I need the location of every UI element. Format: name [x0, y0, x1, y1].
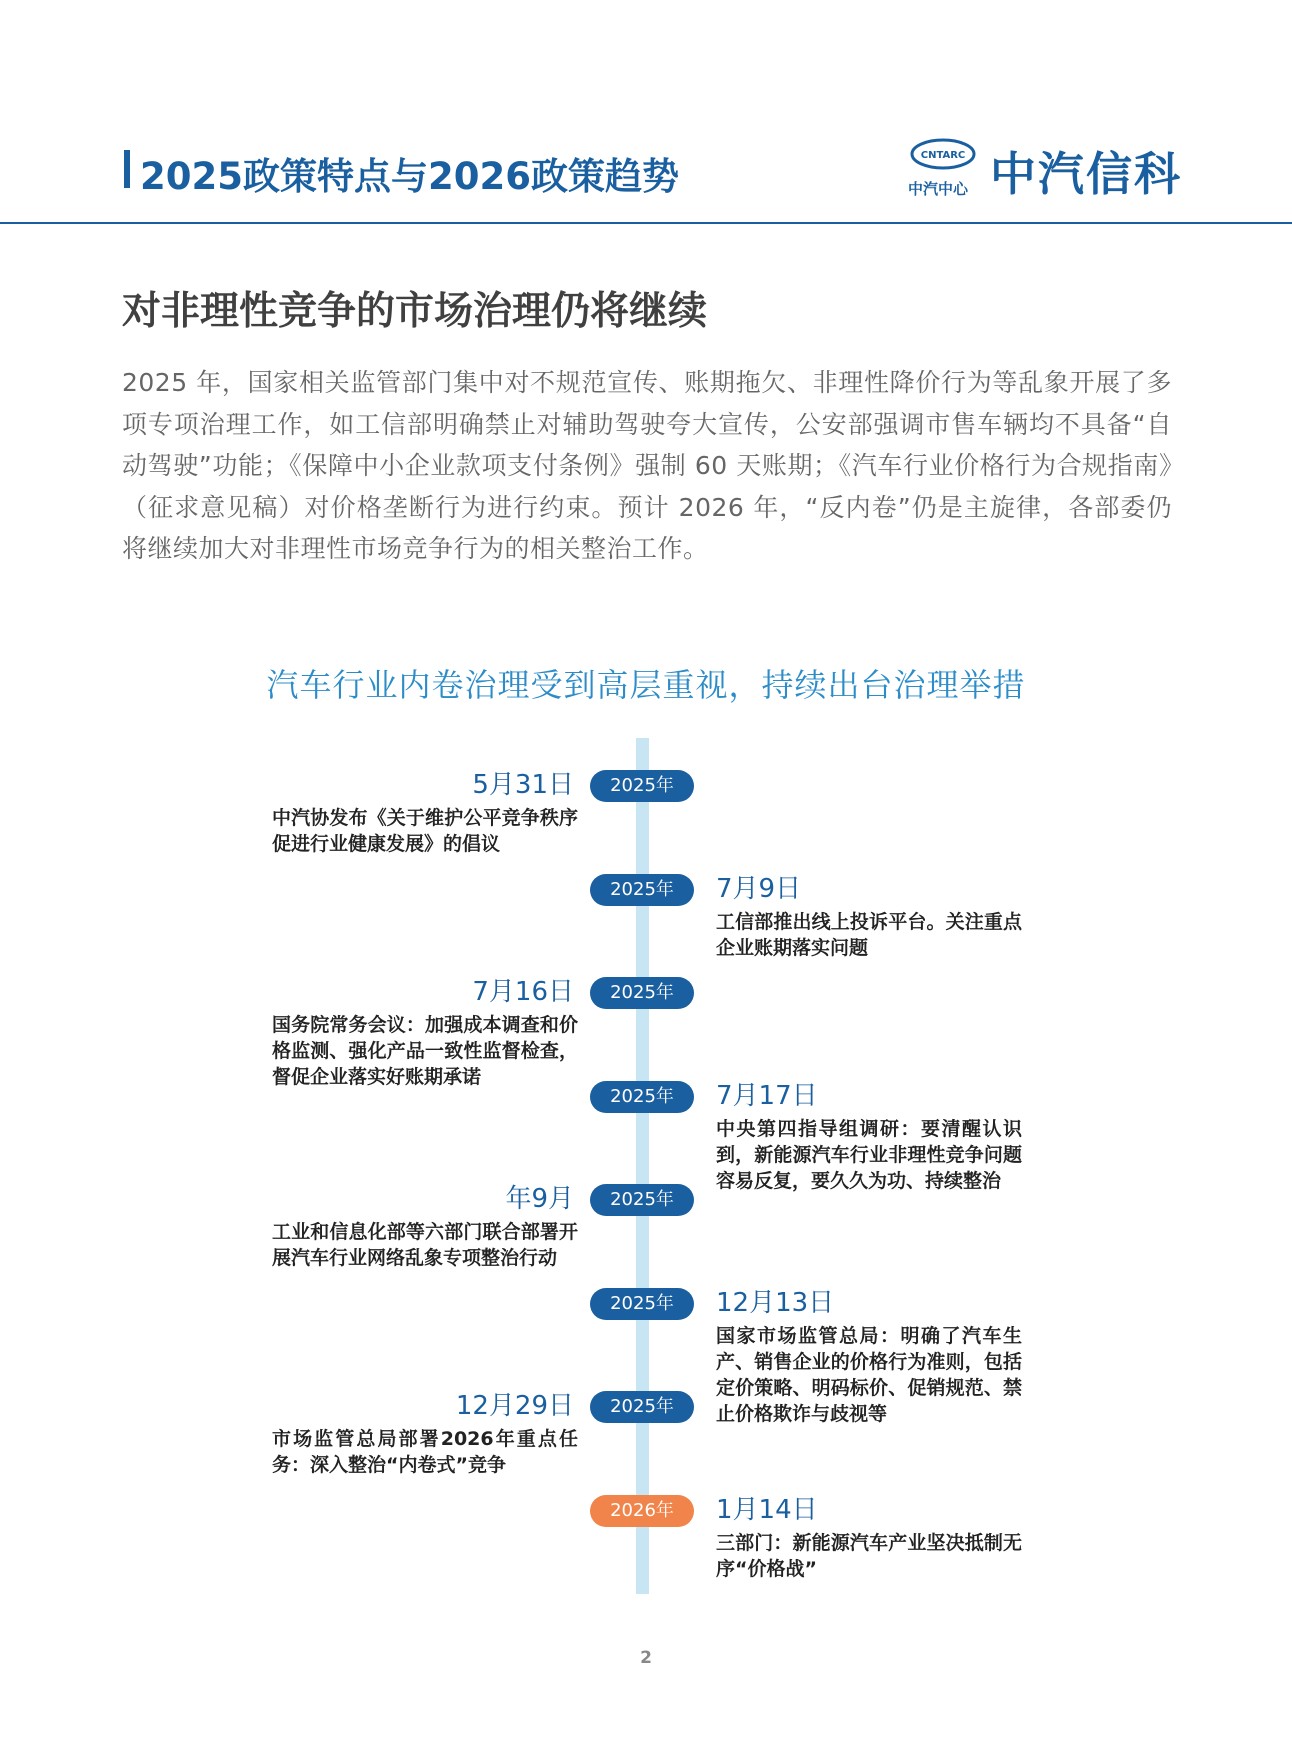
timeline-axis: [636, 738, 649, 1594]
timeline-year-badge: 2025年: [590, 977, 694, 1009]
timeline-date: 12月29日: [455, 1391, 574, 1421]
company-logo: [906, 138, 1182, 202]
timeline-year-badge: 2025年: [590, 874, 694, 906]
timeline-date: 7月17日: [716, 1081, 818, 1111]
page-header: [0, 0, 1292, 226]
logo-brand-name: 中汽信科: [990, 147, 1182, 201]
timeline-description: 国家市场监管总局：明确了汽车生产、销售企业的价格行为准则，包括定价策略、明码标价、促销规范、禁止价格欺诈与歧视等: [716, 1325, 1022, 1425]
timeline-date: 12月13日: [716, 1288, 835, 1318]
title-accent-bar: [124, 150, 130, 188]
header-title: 2025政策特点与2026政策趋势: [140, 155, 679, 198]
timeline-year-badge: 2025年: [590, 1081, 694, 1113]
timeline-date: 7月9日: [716, 874, 802, 904]
timeline-year-badge: 2025年: [590, 1391, 694, 1423]
timeline-date: 1月14日: [716, 1495, 818, 1525]
timeline-description: 中汽协发布《关于维护公平竞争秩序 促进行业健康发展》的倡议: [272, 807, 578, 855]
svg-text:CNTARC: CNTARC: [920, 150, 966, 161]
timeline-date: 年9月: [505, 1184, 574, 1214]
timeline-title: 汽车行业内卷治理受到高层重视，持续出台治理举措: [266, 666, 1026, 704]
section-paragraph: 2025 年，国家相关监管部门集中对不规范宣传、账期拖欠、非理性降价行为等乱象开展了多项专项治理工作，如工信部明确禁止对辅助驾驶夸大宣传，公安部强调市售车辆均不具备“自动驾驶”功能；《保障中小企业款项支付条例》强制 60 天账期；《汽车行业价格行为合规指南》（征求意见稿）对价格垄断行为进行约束。预计 2026 年，“反内卷”仍是主旋律，各部委仍将继续加大对非理性市场竞争行为的相关整治工作。: [122, 368, 1172, 563]
section-title: 对非理性竞争的市场治理仍将继续: [122, 289, 708, 334]
logo-emblem-icon: [910, 138, 976, 170]
timeline-year-badge: 2025年: [590, 1184, 694, 1216]
header-divider: [0, 222, 1292, 224]
timeline-year-badge: 2025年: [590, 1288, 694, 1320]
timeline-date: 7月16日: [472, 977, 574, 1007]
timeline-year-badge: 2025年: [590, 770, 694, 802]
timeline-description: 三部门：新能源汽车产业坚决抵制无序“价格战”: [716, 1532, 1022, 1580]
timeline-description: 工业和信息化部等六部门联合部署开展汽车行业网络乱象专项整治行动: [272, 1221, 578, 1269]
page-number: 2: [640, 1648, 652, 1668]
timeline-year-badge: 2026年: [590, 1495, 694, 1527]
timeline-date: 5月31日: [472, 770, 574, 800]
timeline-description: 市场监管总局部署2026年重点任务：深入整治“内卷式”竞争: [272, 1428, 578, 1476]
timeline-description: 工信部推出线上投诉平台。关注重点企业账期落实问题: [716, 911, 1022, 959]
timeline-description: 中央第四指导组调研：要清醒认识到，新能源汽车行业非理性竞争问题容易反复，要久久为功、持续整治: [716, 1118, 1022, 1192]
logo-subtitle: 中汽中心: [908, 180, 969, 198]
timeline-description: 国务院常务会议：加强成本调查和价格监测、强化产品一致性监督检查，督促企业落实好账期承诺: [272, 1014, 578, 1088]
